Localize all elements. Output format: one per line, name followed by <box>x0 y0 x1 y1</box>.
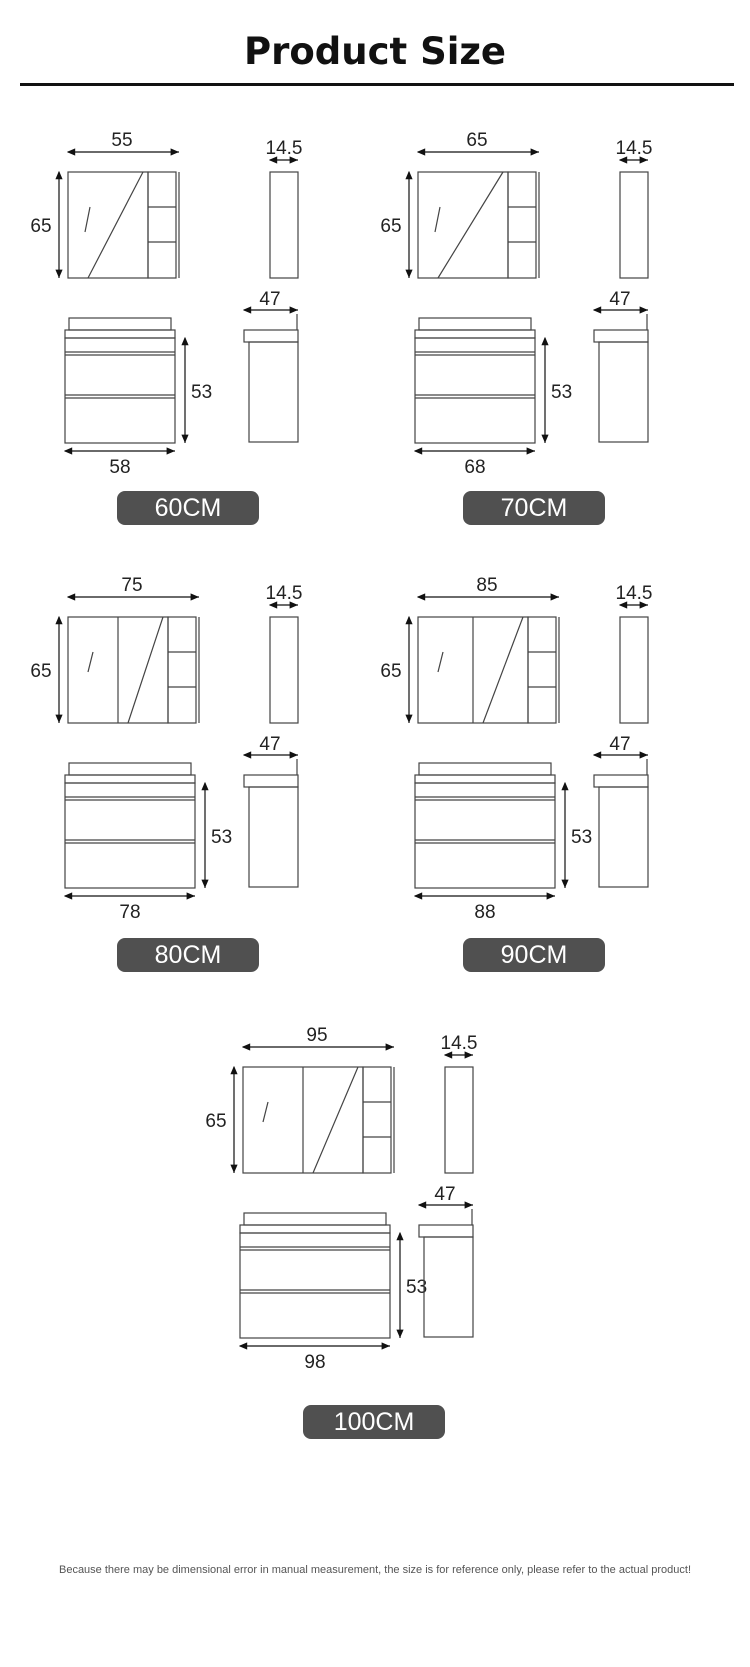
side-countertop <box>594 330 648 342</box>
size-badge: 80CM <box>117 938 259 972</box>
size-badge: 100CM <box>303 1405 445 1439</box>
cabinet-width-label: 58 <box>109 457 131 478</box>
mirror-cabinet-side <box>266 138 303 278</box>
mirror-cabinet-side <box>441 1033 478 1173</box>
size-badge: 70CM <box>463 491 605 525</box>
basin-top <box>419 318 531 330</box>
cabinet-body <box>415 338 535 443</box>
countertop <box>415 330 535 338</box>
mirror-reflection-mark <box>438 652 443 672</box>
countertop <box>240 1225 390 1233</box>
mirror-side-shelves <box>148 172 176 278</box>
cabinet-body <box>65 783 195 888</box>
side-cabinet-body <box>599 787 648 887</box>
mirror-width-label: 55 <box>111 130 133 151</box>
mirror-height-label: 65 <box>380 661 402 682</box>
cabinet-width-label: 68 <box>464 457 486 478</box>
mirror-depth-label: 14.5 <box>440 1033 478 1054</box>
disclaimer-text: Because there may be dimensional error in manual measurement, the size is for reference only, please refer to the actual product! <box>58 1564 691 1576</box>
base-cabinet-front <box>65 318 212 478</box>
cabinet-width-label: 98 <box>304 1352 326 1373</box>
mirror-side-panel <box>270 617 298 723</box>
mirror-width-label: 75 <box>121 575 143 596</box>
mirror-reflection-mark <box>483 617 523 723</box>
mirror-reflection-mark <box>88 652 93 672</box>
side-cabinet-body <box>249 787 298 887</box>
mirror-height-label: 65 <box>30 216 52 237</box>
mirror-cabinet-front <box>380 130 539 278</box>
side-countertop <box>244 775 298 787</box>
cabinet-body <box>65 338 175 443</box>
base-cabinet-front <box>415 763 592 923</box>
cabinet-height-label: 53 <box>571 827 593 848</box>
side-countertop <box>594 775 648 787</box>
page-title: Product Size <box>243 30 507 73</box>
base-cabinet-side <box>594 734 648 887</box>
mirror-reflection-mark <box>128 617 163 723</box>
cabinet-height-label: 53 <box>406 1277 428 1298</box>
mirror-cabinet-front <box>380 575 559 723</box>
base-cabinet-side <box>594 289 648 442</box>
mirror-cabinet-front <box>205 1025 394 1173</box>
mirror-reflection-mark <box>88 172 143 278</box>
base-cabinet-side <box>244 734 298 887</box>
variant-100cm <box>175 1025 550 1455</box>
mirror-side-shelves <box>528 617 556 723</box>
cabinet-width-label: 88 <box>474 902 496 923</box>
mirror-side-panel <box>620 617 648 723</box>
base-cabinet-side <box>419 1184 473 1337</box>
mirror-side-shelves <box>508 172 536 278</box>
mirror-doors <box>68 172 148 278</box>
cabinet-depth-label: 47 <box>434 1184 456 1205</box>
mirror-reflection-mark <box>438 172 503 278</box>
basin-top <box>419 763 551 775</box>
mirror-height-label: 65 <box>380 216 402 237</box>
side-countertop <box>244 330 298 342</box>
basin-top <box>244 1213 386 1225</box>
cabinet-body <box>240 1233 390 1338</box>
title-divider <box>20 83 734 86</box>
cabinet-width-label: 78 <box>119 902 141 923</box>
basin-top <box>69 318 171 330</box>
mirror-cabinet-front <box>30 575 199 723</box>
mirror-width-label: 95 <box>306 1025 328 1046</box>
mirror-depth-label: 14.5 <box>615 583 653 604</box>
mirror-side-panel <box>270 172 298 278</box>
cabinet-depth-label: 47 <box>259 289 281 310</box>
mirror-side-shelves <box>168 617 196 723</box>
base-cabinet-front <box>240 1213 427 1373</box>
mirror-height-label: 65 <box>30 661 52 682</box>
mirror-cabinet-front <box>30 130 179 278</box>
base-cabinet-side <box>244 289 298 442</box>
mirror-side-shelves <box>363 1067 391 1173</box>
cabinet-depth-label: 47 <box>609 289 631 310</box>
side-cabinet-body <box>249 342 298 442</box>
mirror-depth-label: 14.5 <box>615 138 653 159</box>
mirror-cabinet-side <box>266 583 303 723</box>
cabinet-height-label: 53 <box>551 382 573 403</box>
countertop <box>65 775 195 783</box>
mirror-cabinet-side <box>616 583 653 723</box>
mirror-width-label: 65 <box>466 130 488 151</box>
mirror-reflection-mark <box>263 1102 268 1122</box>
side-cabinet-body <box>424 1237 473 1337</box>
basin-top <box>69 763 191 775</box>
mirror-side-panel <box>445 1067 473 1173</box>
base-cabinet-front <box>65 763 232 923</box>
mirror-cabinet-side <box>616 138 653 278</box>
cabinet-body <box>415 783 555 888</box>
diagram-100cm <box>175 1025 550 1455</box>
mirror-depth-label: 14.5 <box>265 138 303 159</box>
mirror-height-label: 65 <box>205 1111 227 1132</box>
base-cabinet-front <box>415 318 572 478</box>
size-badge: 90CM <box>463 938 605 972</box>
cabinet-depth-label: 47 <box>609 734 631 755</box>
mirror-reflection-mark <box>85 207 90 232</box>
side-countertop <box>419 1225 473 1237</box>
side-cabinet-body <box>599 342 648 442</box>
size-badge: 60CM <box>117 491 259 525</box>
cabinet-height-label: 53 <box>191 382 213 403</box>
mirror-side-panel <box>620 172 648 278</box>
mirror-depth-label: 14.5 <box>265 583 303 604</box>
cabinet-height-label: 53 <box>211 827 233 848</box>
cabinet-depth-label: 47 <box>259 734 281 755</box>
mirror-doors <box>418 172 508 278</box>
mirror-reflection-mark <box>435 207 440 232</box>
countertop <box>65 330 175 338</box>
mirror-reflection-mark <box>313 1067 358 1173</box>
countertop <box>415 775 555 783</box>
mirror-width-label: 85 <box>476 575 498 596</box>
